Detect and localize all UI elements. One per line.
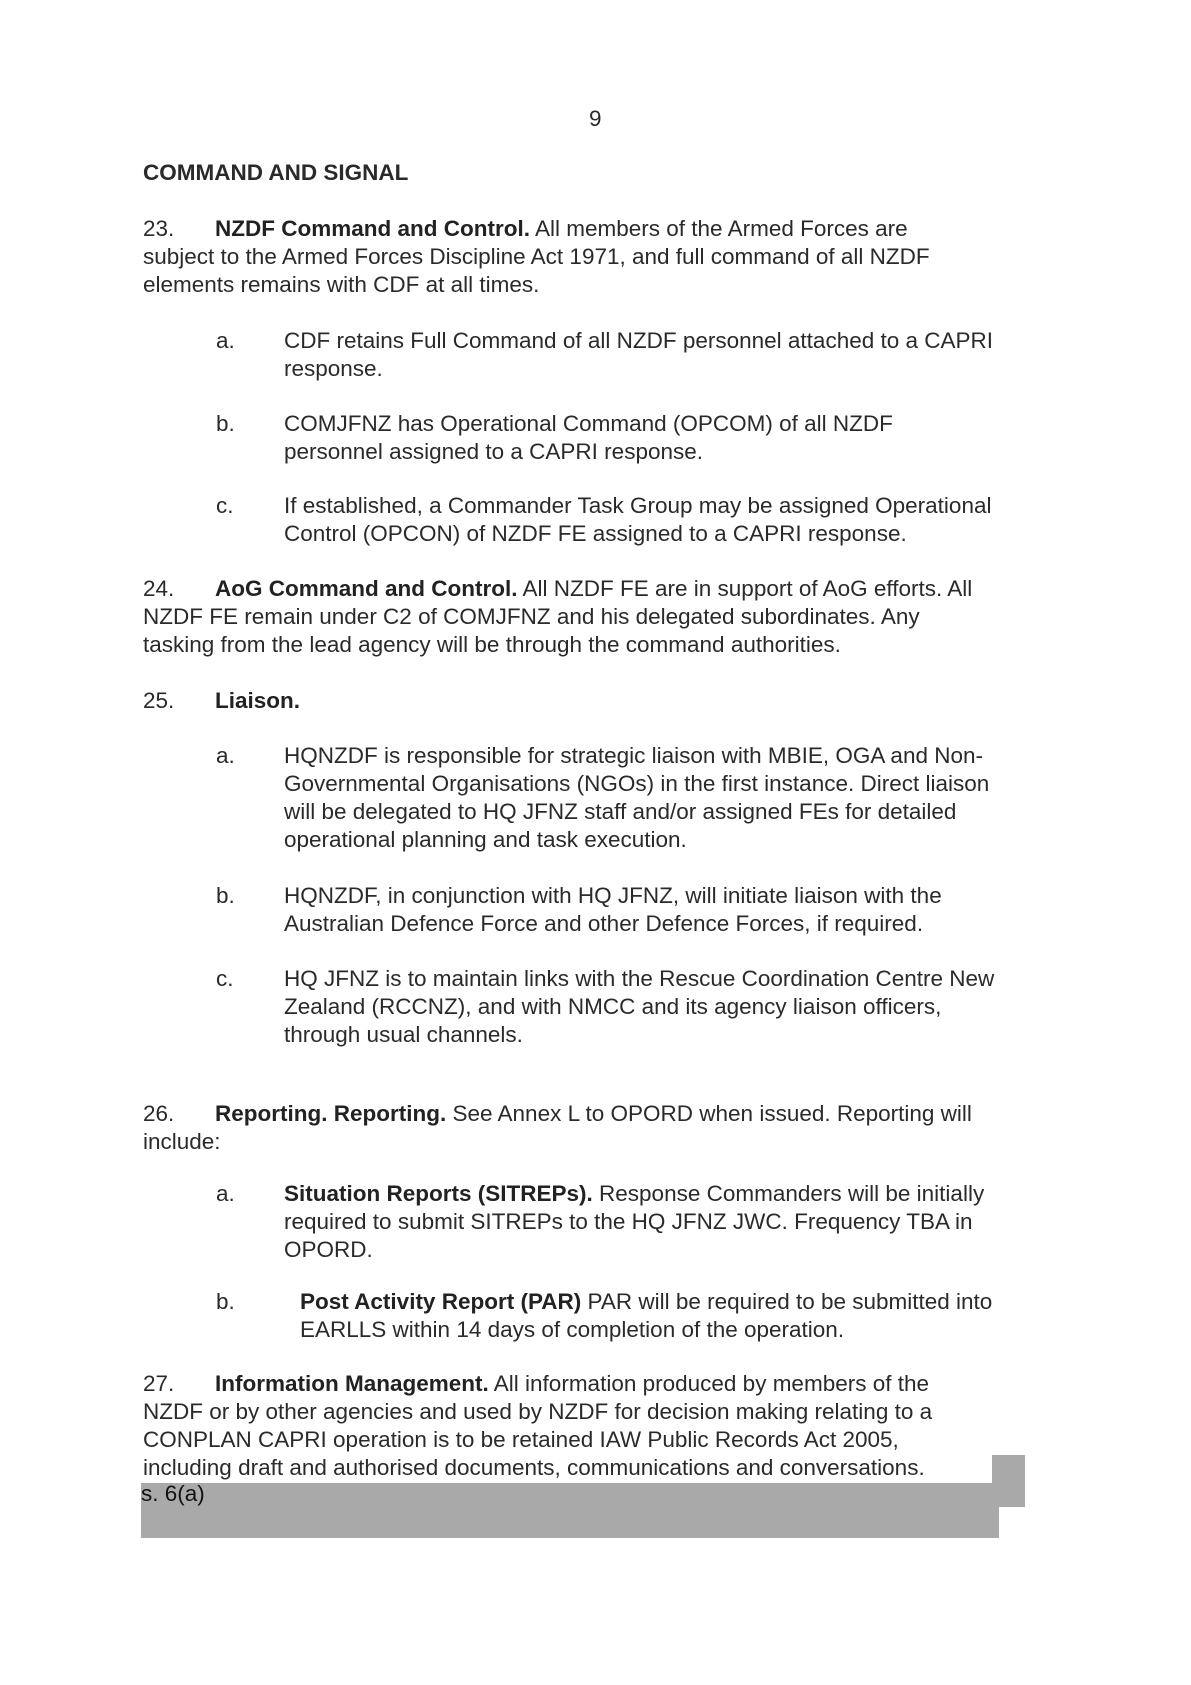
text-line: PAR will be required to be submitted into bbox=[581, 1289, 993, 1314]
item-first-line bbox=[284, 1180, 984, 1208]
text-line: HQNZDF, in conjunction with HQ JFNZ, will initiate liaison with the bbox=[284, 883, 942, 908]
text-line: HQ JFNZ is to maintain links with the Rescue Coordination Centre New bbox=[284, 966, 995, 991]
redaction-block bbox=[141, 1483, 1019, 1507]
text-line: required to submit SITREPs to the HQ JFNZ JWC. Frequency TBA in bbox=[284, 1209, 973, 1234]
paragraph-first-line bbox=[215, 215, 908, 243]
page-number: 9 bbox=[589, 106, 602, 131]
item-letter: c. bbox=[216, 493, 234, 518]
text-line: CDF retains Full Command of all NZDF personnel attached to a CAPRI bbox=[284, 328, 994, 353]
text-line: CONPLAN CAPRI operation is to be retained IAW Public Records Act 2005, bbox=[143, 1427, 899, 1452]
paragraph-title: Information Management. bbox=[215, 1371, 489, 1396]
paragraph-number: 27. bbox=[143, 1371, 175, 1396]
text-line: See Annex L to OPORD when issued. Reporting will bbox=[446, 1101, 972, 1126]
text-line: personnel assigned to a CAPRI response. bbox=[284, 439, 703, 464]
paragraph-title: Liaison. bbox=[215, 688, 301, 713]
text-line: EARLLS within 14 days of completion of the operation. bbox=[300, 1317, 845, 1342]
text-line: NZDF FE remain under C2 of COMJFNZ and his delegated subordinates. Any bbox=[143, 604, 920, 629]
paragraph-number: 24. bbox=[143, 576, 175, 601]
text-line: response. bbox=[284, 356, 383, 381]
item-letter: a. bbox=[216, 1181, 235, 1206]
text-line: Governmental Organisations (NGOs) in the first instance. Direct liaison bbox=[284, 771, 990, 796]
text-line: Australian Defence Force and other Defence Forces, if required. bbox=[284, 911, 924, 936]
text-line: tasking from the lead agency will be through the command authorities. bbox=[143, 632, 841, 657]
text-line: All NZDF FE are in support of AoG efforts. All bbox=[517, 576, 973, 601]
item-letter: b. bbox=[216, 411, 235, 436]
text-line: including draft and authorised documents, communications and conversations. bbox=[143, 1455, 925, 1480]
item-letter: c. bbox=[216, 966, 234, 991]
section-heading: COMMAND AND SIGNAL bbox=[143, 160, 409, 185]
text-line: Control (OPCON) of NZDF FE assigned to a CAPRI response. bbox=[284, 521, 907, 546]
paragraph-number: 23. bbox=[143, 216, 175, 241]
paragraph-title: NZDF Command and Control. bbox=[215, 216, 530, 241]
item-title: Situation Reports (SITREPs). bbox=[284, 1181, 593, 1206]
paragraph-first-line bbox=[215, 575, 972, 603]
paragraph-number: 26. bbox=[143, 1101, 175, 1126]
paragraph-number: 25. bbox=[143, 688, 175, 713]
text-line: operational planning and task execution. bbox=[284, 827, 687, 852]
text-line: Zealand (RCCNZ), and with NMCC and its agency liaison officers, bbox=[284, 994, 942, 1019]
text-line: include: bbox=[143, 1129, 221, 1154]
item-letter: a. bbox=[216, 328, 235, 353]
paragraph-title: AoG Command and Control. bbox=[215, 576, 518, 601]
text-line: HQNZDF is responsible for strategic liaison with MBIE, OGA and Non- bbox=[284, 743, 983, 768]
redaction-block bbox=[141, 1507, 999, 1538]
item-letter: b. bbox=[216, 883, 235, 908]
text-line: Response Commanders will be initially bbox=[592, 1181, 985, 1206]
text-line: COMJFNZ has Operational Command (OPCOM) of all NZDF bbox=[284, 411, 893, 436]
item-letter: a. bbox=[216, 743, 235, 768]
paragraph-first-line bbox=[215, 1100, 972, 1128]
text-line: All members of the Armed Forces are bbox=[529, 216, 908, 241]
text-line: OPORD. bbox=[284, 1237, 373, 1262]
item-first-line bbox=[300, 1288, 992, 1316]
redaction-label: s. 6(a) bbox=[141, 1481, 205, 1506]
paragraph-title: Reporting. Reporting. bbox=[215, 1101, 447, 1126]
item-letter: b. bbox=[216, 1289, 235, 1314]
text-line: will be delegated to HQ JFNZ staff and/or assigned FEs for detailed bbox=[284, 799, 957, 824]
paragraph-first-line bbox=[215, 1370, 929, 1398]
text-line: NZDF or by other agencies and used by NZDF for decision making relating to a bbox=[143, 1399, 933, 1424]
item-title: Post Activity Report (PAR) bbox=[300, 1289, 582, 1314]
text-line: elements remains with CDF at all times. bbox=[143, 272, 540, 297]
text-line: subject to the Armed Forces Discipline Act 1971, and full command of all NZDF bbox=[143, 244, 930, 269]
text-line: If established, a Commander Task Group may be assigned Operational bbox=[284, 493, 992, 518]
text-line: All information produced by members of the bbox=[488, 1371, 930, 1396]
text-line: through usual channels. bbox=[284, 1022, 523, 1047]
